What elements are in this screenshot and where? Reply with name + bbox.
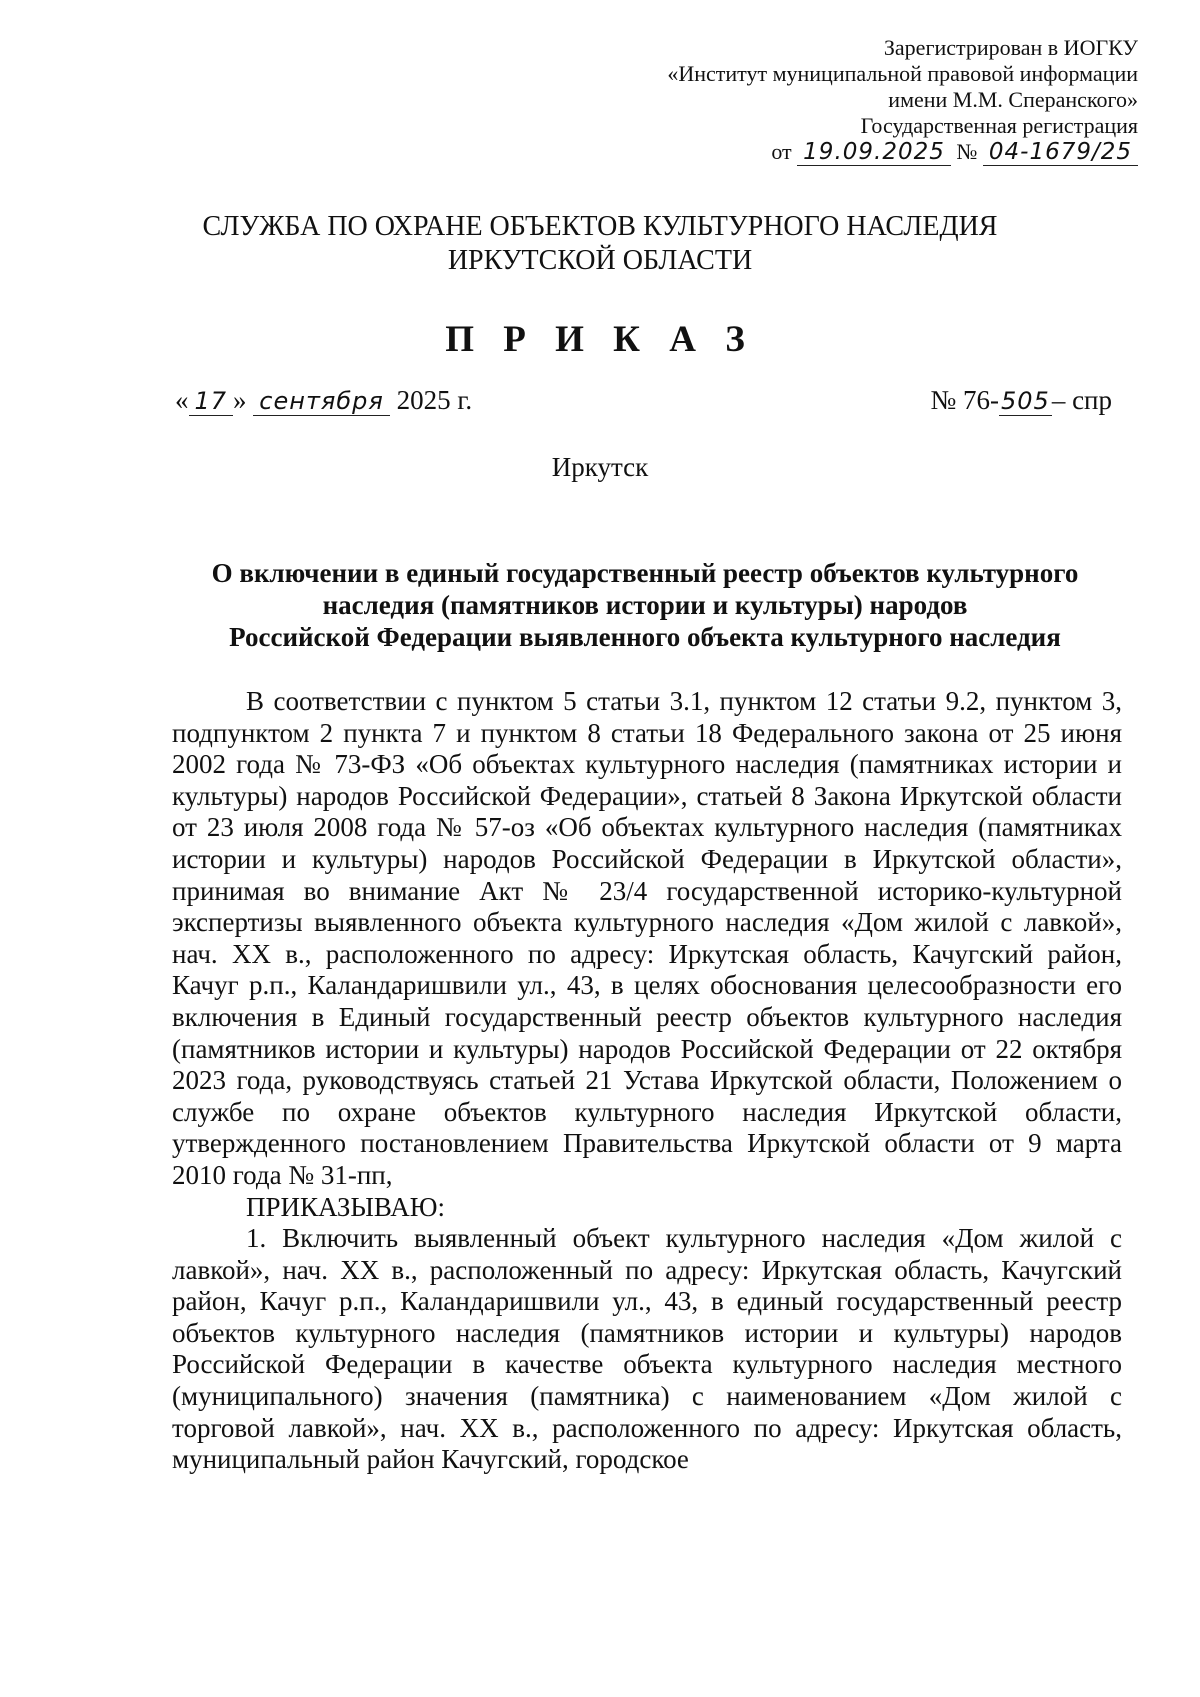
order-year: 2025 г. bbox=[396, 385, 473, 415]
order-date-number-row bbox=[175, 385, 1112, 416]
order-item-1: 1. Включить выявленный объект культурного наследия «Дом жилой с лавкой», нач. XX в., расположенный по адресу: Иркутская область, Качугский район, Качуг р.п., Каландаришвили ул., 43, в единый государственный реестр объектов культурного наследия (памятников истории и культуры) народов Российской Федерации в качестве объекта культурного наследия местного (муниципального) значения (памятника) с наименованием «Дом жилой с торговой лавкой», нач. XX в., расположенного по адресу: Иркутская область, муниципальный район Качугский, городское bbox=[172, 1223, 1122, 1475]
registration-line-4: Государственная регистрация bbox=[860, 113, 1138, 138]
registration-number-label: № bbox=[956, 139, 978, 164]
document-title: П Р И К А З bbox=[445, 319, 755, 360]
registration-stamp bbox=[618, 35, 1138, 165]
order-day: 17 bbox=[189, 387, 234, 416]
city: Иркутск bbox=[551, 452, 649, 482]
registration-number: 04-1679/25 bbox=[983, 139, 1138, 166]
order-number-suffix: – спр bbox=[1051, 385, 1112, 415]
order-number-handwritten: 505 bbox=[1001, 387, 1050, 415]
document-body bbox=[172, 686, 1122, 1476]
registration-from-label: от bbox=[771, 139, 792, 164]
order-number-prefix: № 76- bbox=[930, 385, 999, 415]
registration-date-line bbox=[618, 139, 1138, 165]
agency-name-line-1: СЛУЖБА ПО ОХРАНЕ ОБЪЕКТОВ КУЛЬТУРНОГО НАСЛЕДИЯ bbox=[202, 211, 998, 242]
order-date bbox=[175, 385, 472, 416]
registration-line-3: имени М.М. Сперанского» bbox=[888, 87, 1138, 112]
order-number bbox=[930, 385, 1112, 416]
agency-name-line-2: ИРКУТСКОЙ ОБЛАСТИ bbox=[447, 245, 753, 276]
subject-line-3: Российской Федерации выявленного объекта культурного наследия bbox=[229, 622, 1061, 652]
subject-line-1: О включении в единый государственный реестр объектов культурного bbox=[211, 558, 1079, 588]
order-subject bbox=[170, 557, 1120, 653]
quote-close: » bbox=[233, 385, 247, 415]
quote-open: « bbox=[175, 385, 189, 415]
agency-header bbox=[0, 210, 1200, 278]
preamble-paragraph: В соответствии с пунктом 5 статьи 3.1, пунктом 12 статьи 9.2, пунктом 3, подпунктом 2 пункта 7 и пунктом 8 статьи 18 Федерального закона от 25 июня 2002 года № 73-ФЗ «Об объектах культурного наследия (памятниках истории и культуры) народов Российской Федерации», статьей 8 Закона Иркутской области от 23 июля 2008 года № 57-оз «Об объектах культурного наследия (памятниках истории и культуры) народов Российской Федерации в Иркутской области», принимая во внимание Акт № 23/4 государственной историко-культурной экспертизы выявленного объекта культурного наследия «Дом жилой с лавкой», нач. XX в., расположенного по адресу: Иркутская область, Качугский район, Качуг р.п., Каландаришвили ул., 43, в целях обоснования целесообразности его включения в Единый государственный реестр объектов культурного наследия (памятников истории и культуры) народов Российской Федерации от 22 октября 2023 года, руководствуясь статьей 21 Устава Иркутской области, Положением о службе по охране объектов культурного наследия Иркутской области, утвержденного постановлением Правительства Иркутской области от 9 марта 2010 года № 31-пп, bbox=[172, 686, 1122, 1190]
order-word: ПРИКАЗЫВАЮ: bbox=[246, 1191, 445, 1222]
registration-date: 19.09.2025 bbox=[797, 139, 951, 166]
registration-line-2: «Институт муниципальной правовой информации bbox=[667, 61, 1138, 86]
subject-line-2: наследия (памятников истории и культуры) народов bbox=[322, 590, 968, 620]
registration-line-1: Зарегистрирован в ИОГКУ bbox=[883, 35, 1138, 60]
order-month: сентября bbox=[253, 387, 390, 416]
